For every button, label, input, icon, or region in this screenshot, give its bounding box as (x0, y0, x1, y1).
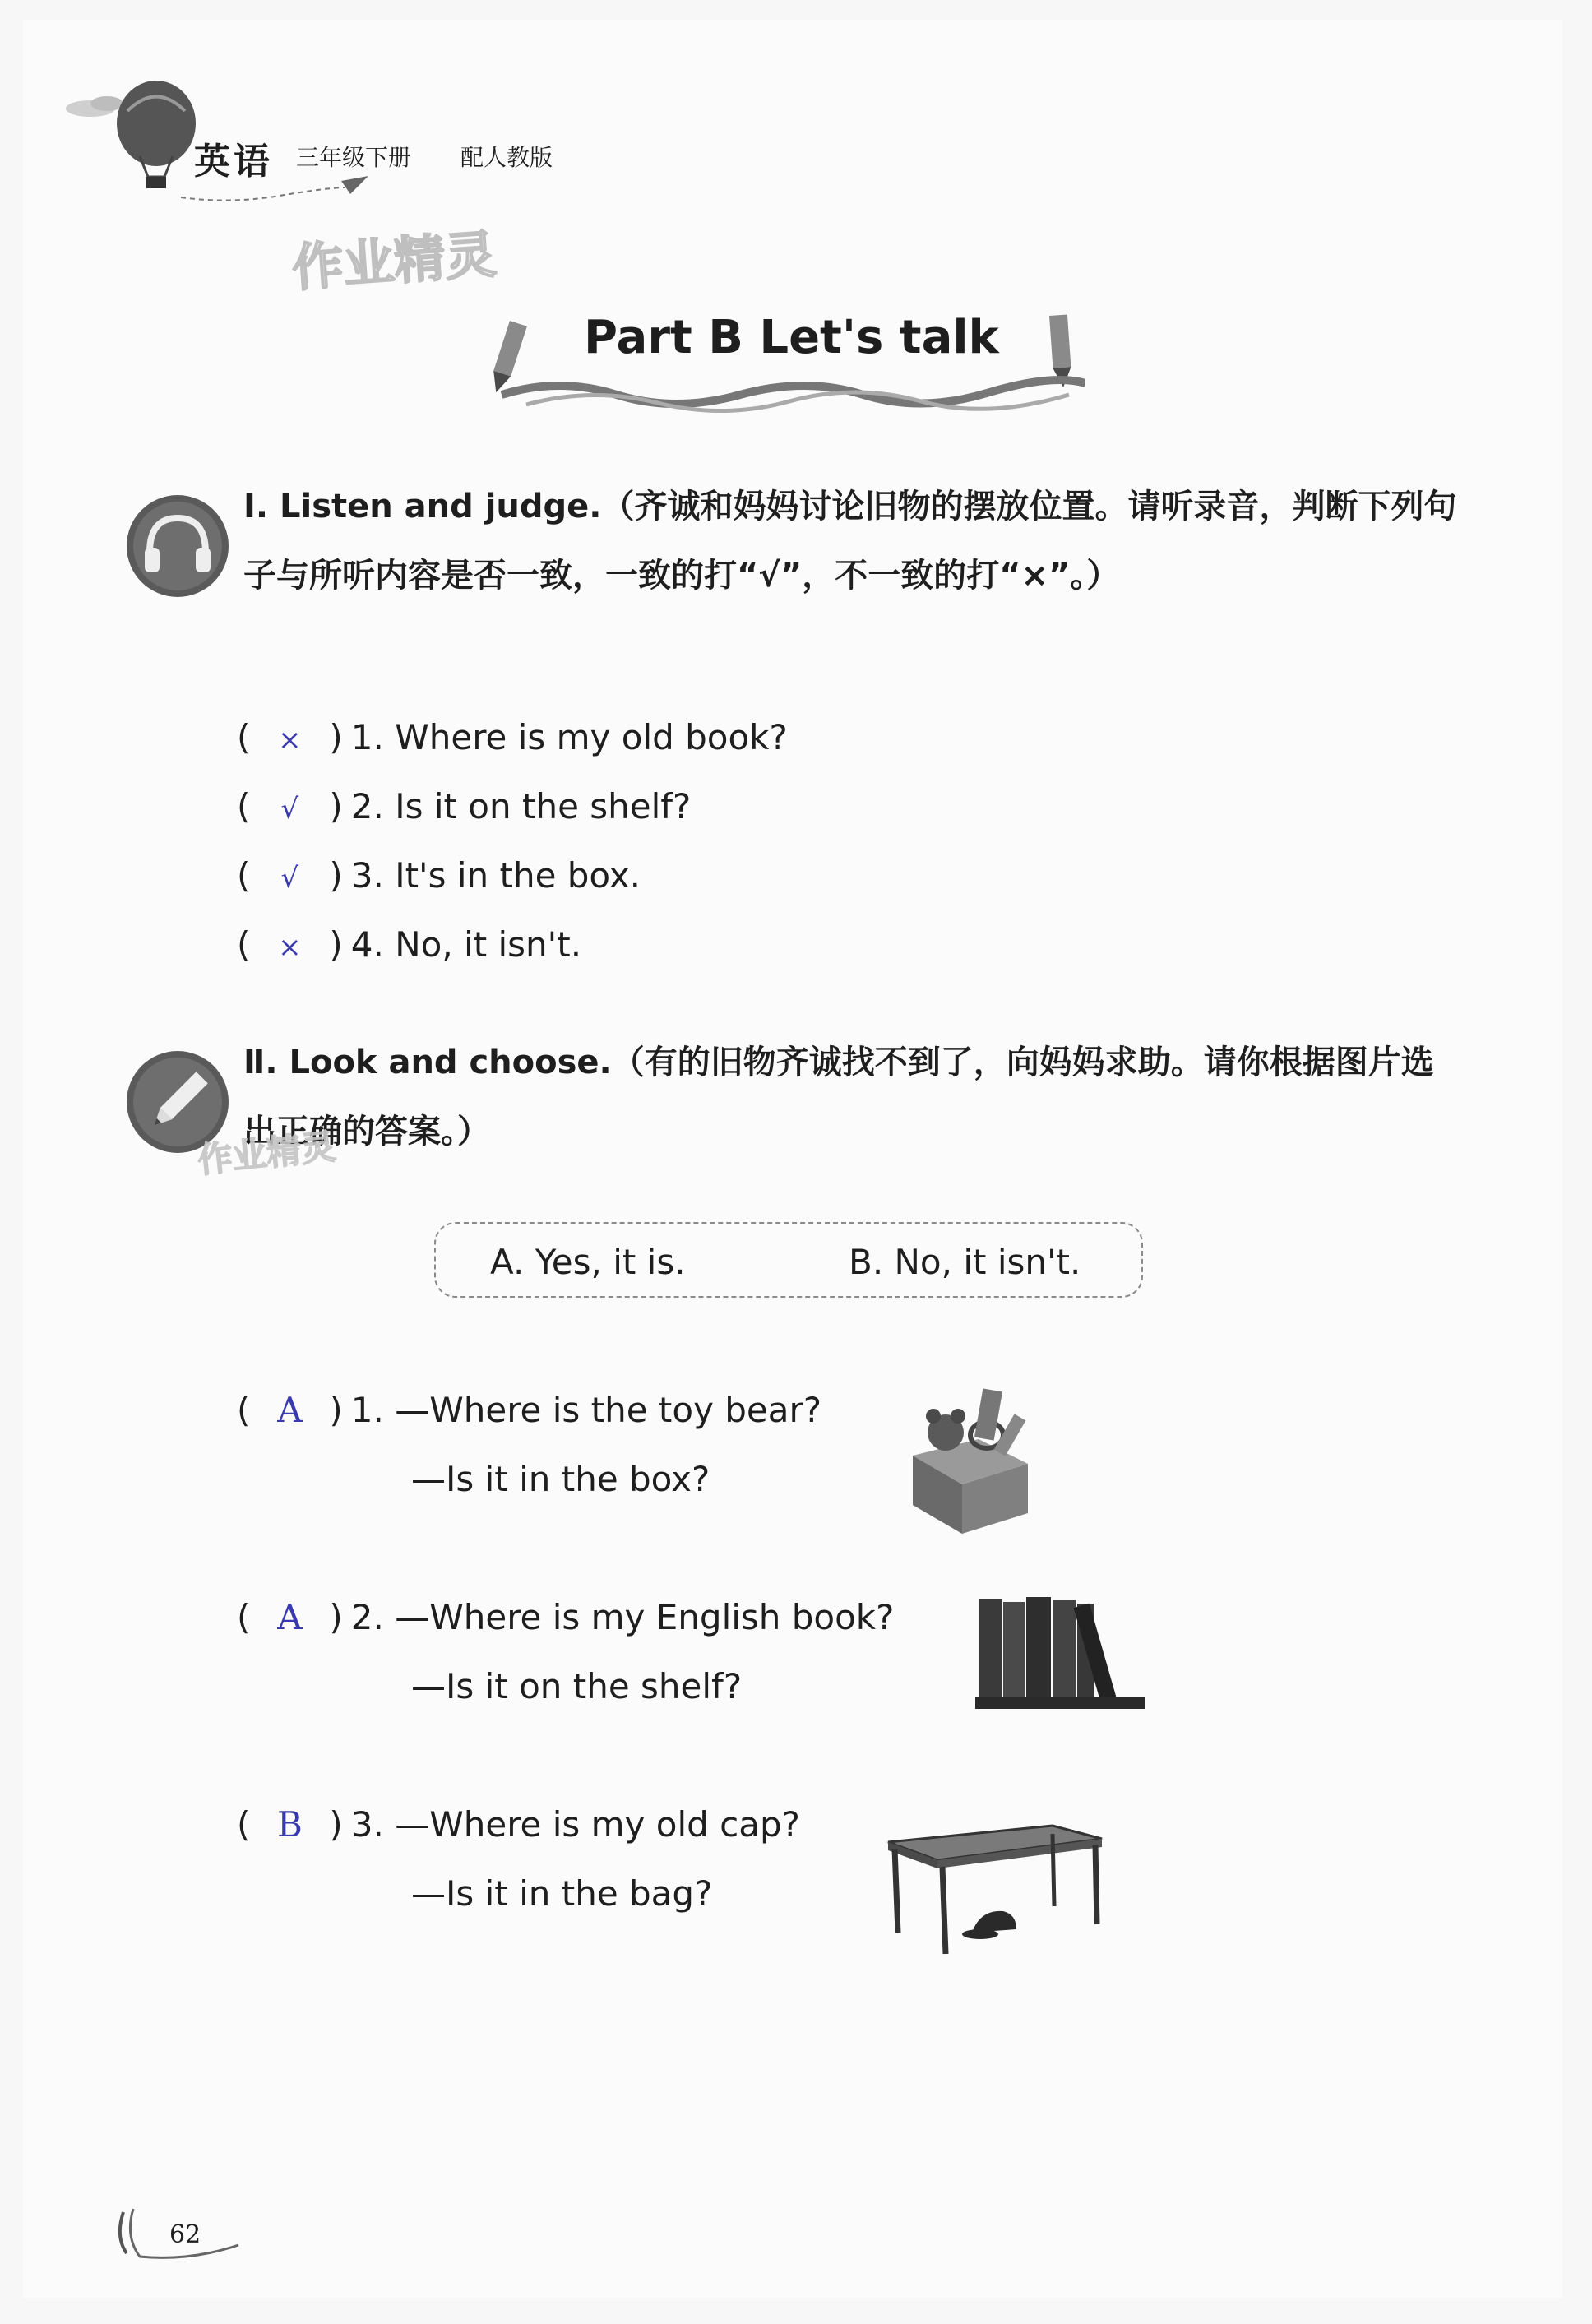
answer-options-box (434, 1222, 1143, 1298)
choose-item: ( A ) 2. —Where is my English book? (237, 1597, 895, 1637)
section2-instruction-text: （有的旧物齐诚找不到了，向妈妈求助。请你根据图片选出正确的答案。） (243, 1044, 1434, 1150)
judge-answer: √ (280, 793, 299, 826)
judge-sentence: 4. No, it isn't. (350, 924, 582, 965)
toy-box-icon (896, 1382, 1044, 1538)
page-number: 62 (169, 2220, 201, 2249)
choose-item: ( B ) 3. —Where is my old cap? (237, 1804, 800, 1845)
subject-label: 英语 (194, 141, 273, 183)
section2-instructions (243, 1028, 1460, 1166)
judge-item: ( √ ) 3. It's in the box. (237, 855, 641, 896)
section2-heading: Ⅱ. Look and choose. (243, 1044, 612, 1081)
judge-item: ( × ) 1. Where is my old book? (237, 717, 788, 757)
question-line: —Is it on the shelf? (411, 1666, 743, 1706)
choose-answer: A (277, 1390, 303, 1430)
judge-answer: × (278, 931, 302, 964)
question-line: 2. —Where is my English book? (350, 1597, 895, 1637)
judge-answer: × (278, 724, 302, 757)
watermark: 作业精灵 (290, 224, 498, 299)
choose-answer: A (277, 1597, 303, 1637)
paper-plane-icon (181, 173, 370, 206)
option-a: A. Yes, it is. (490, 1242, 686, 1282)
choose-answer: B (276, 1804, 303, 1845)
question-line: —Is it in the box? (411, 1459, 710, 1499)
question-line: 1. —Where is the toy bear? (350, 1390, 822, 1430)
section1-instructions (243, 472, 1460, 610)
headphones-icon (125, 493, 230, 599)
page-title: Part B Let's talk (584, 311, 999, 364)
question-line: 3. —Where is my old cap? (350, 1804, 800, 1845)
section1-heading: Ⅰ. Listen and judge. (243, 488, 602, 525)
table-cap-icon (880, 1809, 1110, 1957)
judge-sentence: 2. Is it on the shelf? (350, 786, 692, 826)
judge-answer: √ (280, 862, 299, 895)
question-line: —Is it in the bag? (411, 1873, 713, 1914)
books-shelf-icon (975, 1595, 1145, 1711)
judge-sentence: 1. Where is my old book? (350, 717, 788, 757)
watermark: 作业精灵 (196, 1126, 338, 1181)
grade-label: 三年级下册 (296, 144, 412, 171)
choose-item: ( A ) 1. —Where is the toy bear? (237, 1390, 822, 1430)
option-b: B. No, it isn't. (849, 1242, 1081, 1282)
judge-sentence: 3. It's in the box. (350, 855, 641, 896)
section1-instruction-text: （齐诚和妈妈讨论旧物的摆放位置。请听录音，判断下列句子与所听内容是否一致，一致的打“√”，不一致的打“×”。） (243, 488, 1457, 595)
judge-item: ( √ ) 2. Is it on the shelf? (237, 786, 692, 826)
judge-item: ( × ) 4. No, it isn't. (237, 924, 582, 965)
edition-label: 配人教版 (460, 144, 553, 171)
